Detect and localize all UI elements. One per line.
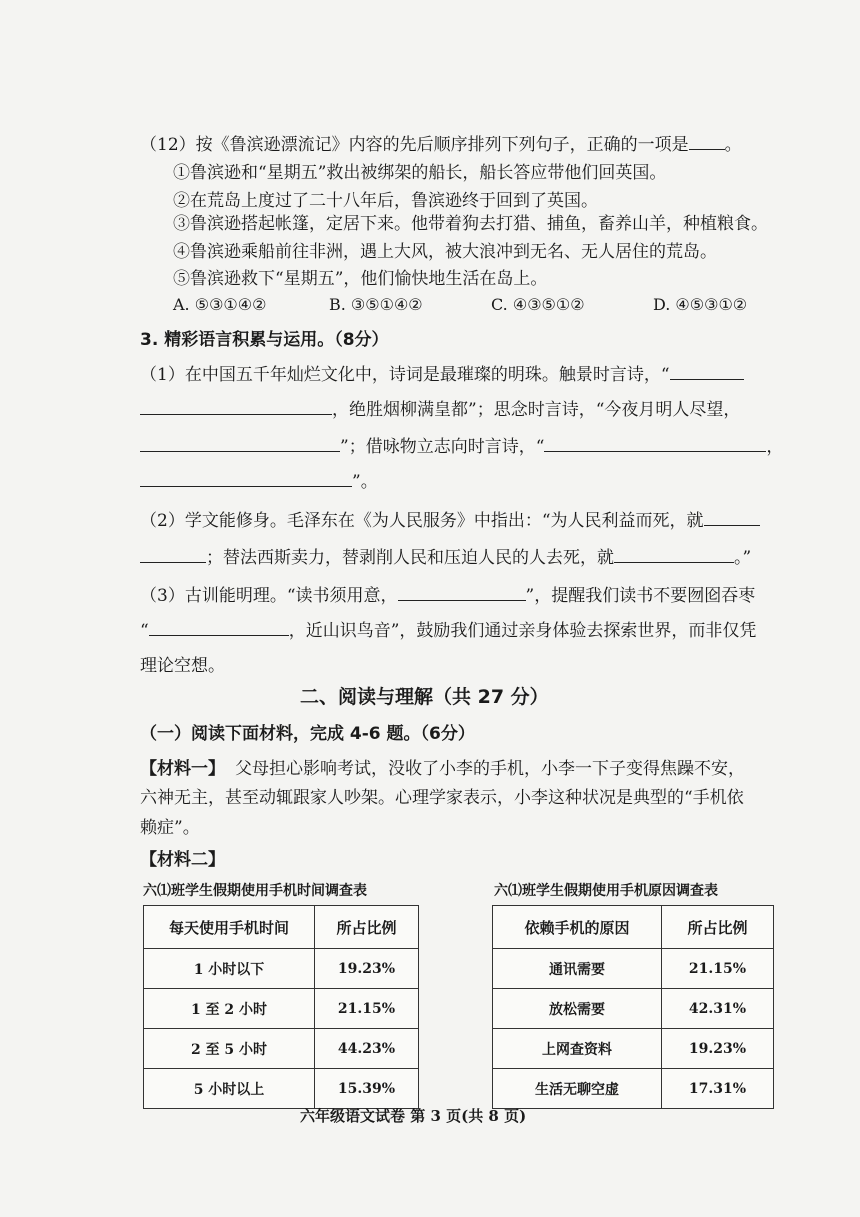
answer-blank[interactable] — [149, 619, 289, 636]
q12-item-1: ①鲁滨逊和“星期五”救出被绑架的船长，船长答应带他们回英国。 — [173, 163, 667, 183]
table-row — [144, 1069, 419, 1109]
table-header-cell: 所占比例 — [662, 906, 774, 949]
table-reason-caption: 六⑴班学生假期使用手机原因调查表 — [494, 883, 718, 899]
table-cell: 放松需要 — [493, 989, 662, 1029]
q3-p3-line1: （3）古训能明理。“读书须用意， ”，提醒我们读书不要囫囵吞枣 — [140, 586, 756, 606]
answer-blank[interactable] — [140, 470, 352, 487]
answer-blank[interactable] — [689, 133, 725, 150]
table-header-row — [144, 906, 419, 949]
table-row — [493, 1069, 774, 1109]
option-c[interactable]: C. ④③⑤①② — [491, 295, 585, 314]
material-2-label: 【材料二】 — [140, 850, 225, 870]
table-time — [143, 905, 419, 1109]
answer-blank[interactable] — [398, 584, 526, 601]
subsection-title: （一）阅读下面材料，完成 4-6 题。（6分） — [140, 724, 475, 744]
table-cell: 17.31% — [662, 1069, 774, 1109]
table-cell: 5 小时以上 — [144, 1069, 315, 1109]
answer-blank[interactable] — [670, 363, 744, 380]
q3-p1-line3: ”；借咏物立志向时言诗，“ ， — [140, 435, 783, 458]
option-a[interactable]: A. ⑤③①④② — [173, 295, 267, 314]
table-row — [144, 949, 419, 989]
table-cell: 44.23% — [315, 1029, 419, 1069]
q3-p1-line4: ”。 — [140, 470, 378, 493]
material-1-line1: 【材料一】 父母担心影响考试，没收了小李的手机，小李一下子变得焦躁不安， — [140, 759, 745, 779]
option-b[interactable]: B. ③⑤①④② — [329, 295, 423, 314]
table-cell: 19.23% — [662, 1029, 774, 1069]
q12-stem: （12）按《鲁滨逊漂流记》内容的先后顺序排列下列句子，正确的一项是 。 — [140, 135, 742, 155]
table-cell: 42.31% — [662, 989, 774, 1029]
table-row — [493, 989, 774, 1029]
table-header-cell: 所占比例 — [315, 906, 419, 949]
table-cell: 19.23% — [315, 949, 419, 989]
table-cell: 通讯需要 — [493, 949, 662, 989]
answer-blank[interactable] — [544, 435, 766, 452]
section-title: 二、阅读与理解（共 27 分） — [300, 686, 549, 708]
q3-p1-line2: ，绝胜烟柳满皇都”；思念时言诗，“今夜月明人尽望， — [140, 398, 740, 421]
table-header-cell: 依赖手机的原因 — [493, 906, 662, 949]
table-reason — [492, 905, 774, 1109]
q12-item-2: ②在荒岛上度过了二十八年后，鲁滨逊终于回到了英国。 — [173, 191, 598, 211]
table-cell: 15.39% — [315, 1069, 419, 1109]
table-row — [144, 989, 419, 1029]
q12-item-3: ③鲁滨逊搭起帐篷，定居下来。他带着狗去打猎、捕鱼，畜养山羊，种植粮食。 — [173, 214, 768, 234]
table-cell: 21.15% — [315, 989, 419, 1029]
q12-item-4: ④鲁滨逊乘船前往非洲，遇上大风，被大浪冲到无名、无人居住的荒岛。 — [173, 242, 717, 262]
table-row — [493, 1029, 774, 1069]
answer-blank[interactable] — [140, 546, 206, 563]
table-header-cell: 每天使用手机时间 — [144, 906, 315, 949]
q3-p2-line2: ；替法西斯卖力，替剥削人民和压迫人民的人去死，就 。” — [140, 546, 751, 569]
q3-title: 3. 精彩语言积累与运用。（8分） — [140, 330, 389, 350]
table-header-row — [493, 906, 774, 949]
material-1-line2: 六神无主，甚至动辄跟家人吵架。心理学家表示，小李这种状况是典型的“手机依 — [140, 788, 744, 808]
answer-blank[interactable] — [140, 435, 340, 452]
table-cell: 1 小时以下 — [144, 949, 315, 989]
table-cell: 生活无聊空虚 — [493, 1069, 662, 1109]
option-d[interactable]: D. ④⑤③①② — [653, 295, 748, 314]
table-row — [493, 949, 774, 989]
table-cell: 2 至 5 小时 — [144, 1029, 315, 1069]
table-cell: 1 至 2 小时 — [144, 989, 315, 1029]
q3-p3-line2: “ ，近山识鸟音”，鼓励我们通过亲身体验去探索世界，而非仅凭 — [140, 621, 757, 641]
table-cell: 上网查资料 — [493, 1029, 662, 1069]
q3-p1-line1: （1）在中国五千年灿烂文化中，诗词是最璀璨的明珠。触景时言诗，“ — [140, 363, 744, 386]
answer-blank[interactable] — [614, 546, 734, 563]
page-footer: 六年级语文试卷 第 3 页(共 8 页) — [300, 1107, 527, 1125]
table-row — [144, 1029, 419, 1069]
table-cell: 21.15% — [662, 949, 774, 989]
q3-p2-line1: （2）学文能修身。毛泽东在《为人民服务》中指出：“为人民利益而死，就 — [140, 509, 760, 532]
answer-blank[interactable] — [140, 398, 332, 415]
table-time-caption: 六⑴班学生假期使用手机时间调查表 — [143, 883, 367, 899]
answer-blank[interactable] — [704, 509, 760, 526]
material-1-line3: 赖症”。 — [140, 818, 200, 838]
q3-p3-line3: 理论空想。 — [140, 656, 225, 676]
q12-item-5: ⑤鲁滨逊救下“星期五”，他们愉快地生活在岛上。 — [173, 269, 548, 289]
